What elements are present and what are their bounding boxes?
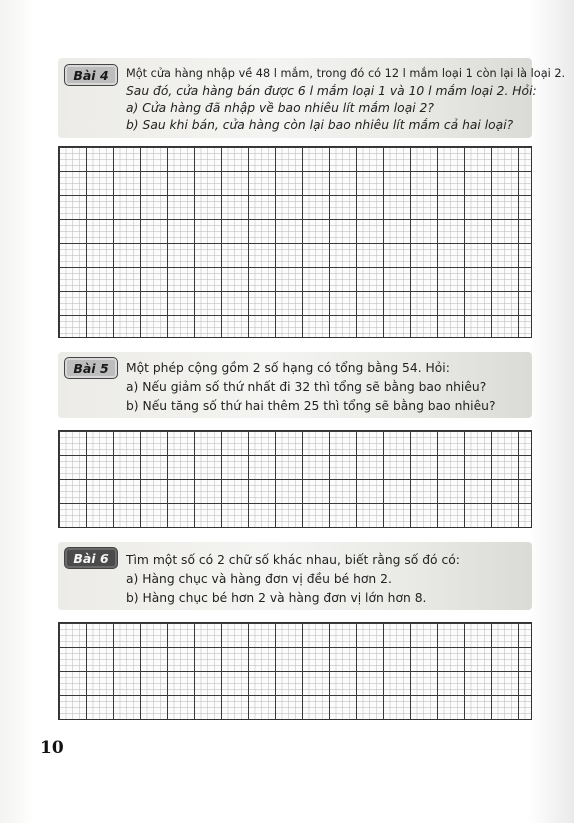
- problem-5-question-b: b) Nếu tăng số thứ hai thêm 25 thì tổng sẽ bằng bao nhiêu?: [126, 399, 496, 413]
- problem-4-question-a: a) Cửa hàng đã nhập về bao nhiêu lít mắm loại 2?: [126, 101, 434, 115]
- problem-5-question-a: a) Nếu giảm số thứ nhất đi 32 thì tổng sẽ bằng bao nhiêu?: [126, 380, 487, 394]
- problem-4-text-line-1: Một cửa hàng nhập về 48 l mắm, trong đó có 12 l mắm loại 1 còn lại là loại 2.: [126, 67, 566, 80]
- problem-5-text-line-1: Một phép cộng gồm 2 số hạng có tổng bằng 54. Hỏi:: [126, 361, 450, 375]
- problem-5-badge: Bài 5: [64, 357, 118, 379]
- page-number: 10: [40, 738, 64, 758]
- problem-6-question-a: a) Hàng chục và hàng đơn vị đều bé hơn 2.: [126, 572, 392, 586]
- problem-4-badge: Bài 4: [64, 64, 118, 86]
- problem-6-answer-grid[interactable]: [58, 622, 532, 720]
- problem-6-question-b: b) Hàng chục bé hơn 2 và hàng đơn vị lớn hơn 8.: [126, 591, 427, 605]
- problem-6-badge: Bài 6: [64, 547, 118, 569]
- problem-4-answer-grid[interactable]: [58, 146, 532, 338]
- problem-6-text-line-1: Tìm một số có 2 chữ số khác nhau, biết rằng số đó có:: [126, 553, 460, 567]
- problem-5-answer-grid[interactable]: [58, 430, 532, 528]
- problem-4-question-b: b) Sau khi bán, cửa hàng còn lại bao nhiêu lít mắm cả hai loại?: [126, 118, 514, 132]
- problem-4-text-line-2: Sau đó, cửa hàng bán được 6 l mắm loại 1 và 10 l mắm loại 2. Hỏi:: [126, 84, 537, 98]
